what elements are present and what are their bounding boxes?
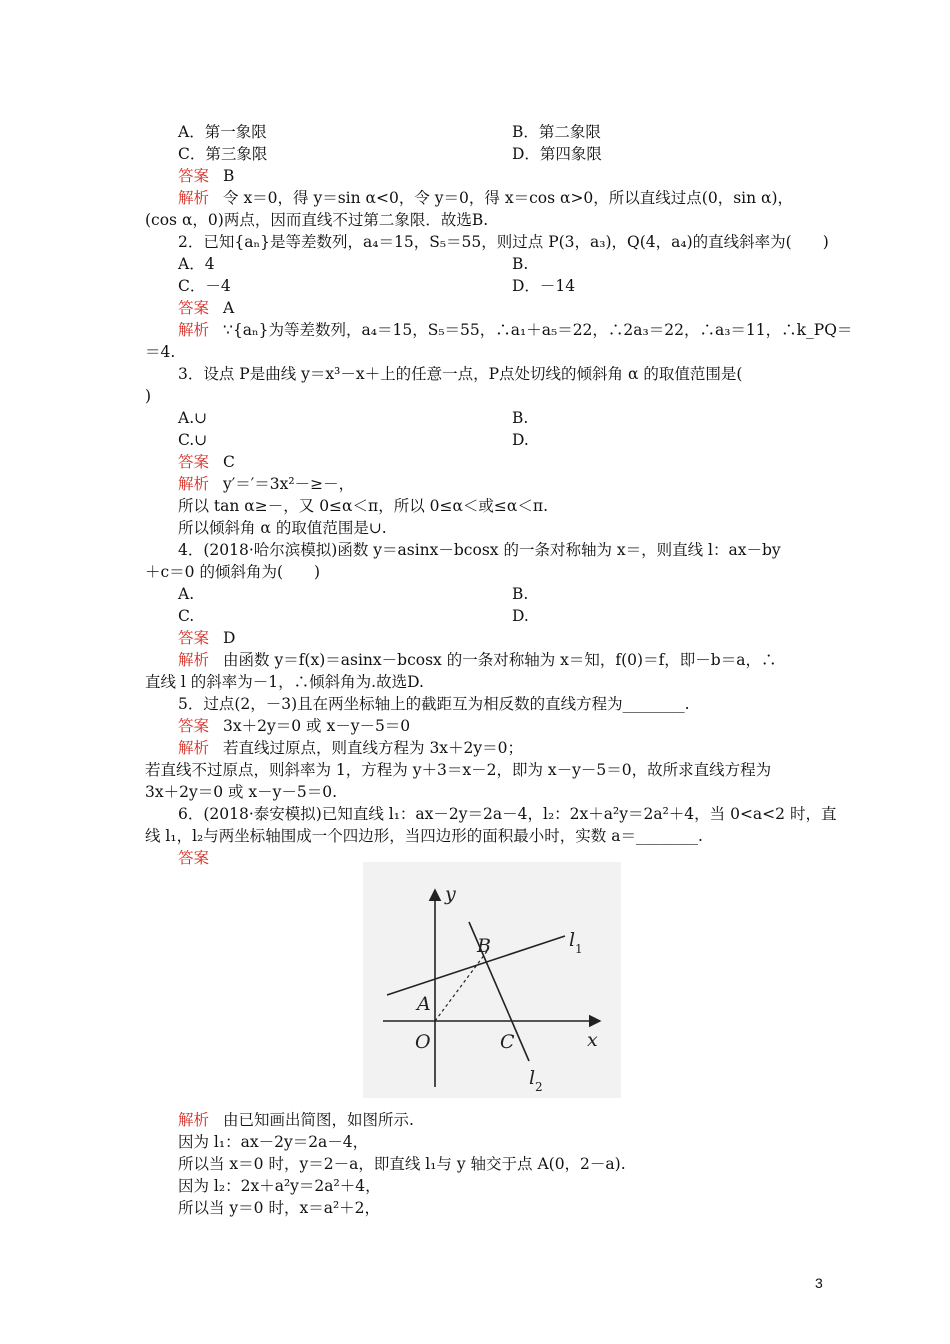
line-text: B. <box>512 409 529 427</box>
line-text: 所以 tan α≥－，又 0≤α＜π，所以 0≤α＜或≤α＜π. <box>178 497 549 515</box>
text-line <box>178 694 690 714</box>
line-text: 由已知画出简图，如图所示. <box>223 1111 414 1129</box>
line-text: B. <box>512 255 529 273</box>
analysis-label: 解析 <box>178 475 210 493</box>
label-l1-sub: 1 <box>575 942 583 956</box>
text-line <box>512 430 529 450</box>
label-y: y <box>445 883 456 905</box>
analysis-label: 解析 <box>178 1111 210 1129</box>
label-l2-sub: 2 <box>535 1080 543 1094</box>
segment-OB <box>435 950 488 1021</box>
text-line <box>178 430 207 450</box>
text-line <box>178 1176 381 1196</box>
text-line <box>145 386 151 406</box>
line-text: C．第三象限 <box>178 145 268 163</box>
line-text: (cos α，0)两点，因而直线不过第二象限．故选B. <box>145 211 489 229</box>
line-text: 所以倾斜角 α 的取值范围是∪. <box>178 519 387 537</box>
text-line <box>178 804 836 824</box>
text-line <box>512 144 602 164</box>
line-text: 因为 l₂：2x＋a²y＝2a²＋4， <box>178 1177 381 1195</box>
line-text: 若直线过原点，则直线方程为 3x＋2y＝0； <box>223 739 524 757</box>
line-text: C <box>223 453 235 471</box>
line-text: 3．设点 P是曲线 y＝x³－x＋上的任意一点，P点处切线的倾斜角 α 的取值范围是( <box>178 365 743 383</box>
line-text: C. <box>178 607 195 625</box>
text-line <box>512 584 528 604</box>
answer-label: 答案 <box>178 717 210 735</box>
line-text: C.∪ <box>178 431 208 449</box>
text-line <box>178 738 523 758</box>
line-text: B. <box>512 585 529 603</box>
text-line <box>512 606 529 626</box>
line-text: 所以当 x＝0 时，y＝2－a，即直线 l₁与 y 轴交于点 A(0，2－a). <box>178 1155 626 1173</box>
line-text: 线 l₁，l₂与两坐标轴围成一个四边形，当四边形的面积最小时，实数 a＝________. <box>145 827 703 845</box>
line-text: A. <box>178 585 195 603</box>
answer-label: 答案 <box>178 299 210 317</box>
text-line <box>178 166 234 186</box>
text-line <box>145 562 320 582</box>
text-line <box>178 1110 414 1130</box>
analysis-label: 解析 <box>178 651 210 669</box>
text-line <box>178 1154 626 1174</box>
text-line <box>145 210 488 230</box>
text-line <box>145 760 771 780</box>
text-line <box>178 584 194 604</box>
line-text: 所以当 y＝0 时，x＝a²＋2， <box>178 1199 381 1217</box>
line-text: 若直线不过原点，则斜率为 1，方程为 y＋3＝x－2，即为 x－y－5＝0，故所求直线方程为 <box>145 761 772 779</box>
text-line <box>145 672 424 692</box>
text-line <box>178 144 267 164</box>
line-text: D. <box>512 431 529 449</box>
line-text: y′＝′＝3x²－≥－， <box>223 475 355 493</box>
line-text: 5．过点(2，－3)且在两坐标轴上的截距互为相反数的直线方程为________. <box>178 695 690 713</box>
text-line <box>512 276 575 296</box>
figure-svg <box>363 862 621 1098</box>
line-text: D．第四象限 <box>512 145 602 163</box>
line-text: D. <box>512 607 529 625</box>
line-text: 2．已知{aₙ}是等差数列，a₄＝15，S₅＝55，则过点 P(3，a₃)，Q(4，a₄)的直线斜率为( ) <box>178 233 829 251</box>
analysis-label: 解析 <box>178 189 210 207</box>
text-line <box>512 122 601 142</box>
line-text: A <box>223 299 235 317</box>
line-text: 4．(2018·哈尔滨模拟)函数 y＝asinx－bcosx 的一条对称轴为 x＝，则直线 l：ax－by <box>178 541 781 559</box>
answer-label: 答案 <box>178 849 210 867</box>
label-O: O <box>415 1031 431 1053</box>
line-text: B <box>223 167 235 185</box>
line-text: ) <box>145 387 152 405</box>
text-line <box>512 408 528 428</box>
label-A: A <box>417 993 431 1015</box>
text-line <box>145 826 703 846</box>
text-line <box>145 782 337 802</box>
text-line <box>178 628 235 648</box>
page-number: 3 <box>815 1275 823 1291</box>
text-line <box>178 122 267 142</box>
text-line <box>178 540 781 560</box>
label-l2: l <box>529 1067 536 1089</box>
line-text: 由函数 y＝f(x)＝asinx－bcosx 的一条对称轴为 x＝知，f(0)＝f，即－b＝a，∴ <box>223 651 777 669</box>
line-text: D．－14 <box>512 277 576 295</box>
text-line <box>178 716 410 736</box>
text-line <box>512 254 528 274</box>
line-text: ＝4. <box>145 343 176 361</box>
label-x: x <box>587 1029 598 1051</box>
text-line <box>178 1132 368 1152</box>
analysis-label: 解析 <box>178 321 210 339</box>
text-line <box>178 496 548 516</box>
line-text: A．4 <box>178 255 215 273</box>
text-line <box>178 408 207 428</box>
line-text: ∵{aₙ}为等差数列，a₄＝15，S₅＝55，∴a₁＋a₅＝22，∴2a₃＝22，∴a₃＝11，∴k_PQ＝ <box>223 321 853 339</box>
text-line <box>178 276 231 296</box>
line-text: A.∪ <box>178 409 208 427</box>
text-line <box>178 606 194 626</box>
line-text: D <box>223 629 236 647</box>
label-l1: l <box>569 929 576 951</box>
line-text: 6．(2018·泰安模拟)已知直线 l₁：ax－2y＝2a－4，l₂：2x＋a²y＝2a²＋4，当 0<a<2 时，直 <box>178 805 837 823</box>
label-C: C <box>500 1031 515 1053</box>
text-line <box>178 188 793 208</box>
line-text: 因为 l₁：ax－2y＝2a－4， <box>178 1133 369 1151</box>
text-line <box>145 342 175 362</box>
analysis-label: 解析 <box>178 739 210 757</box>
text-line <box>178 364 742 384</box>
text-line <box>178 298 234 318</box>
line-text: 直线 l 的斜率为－1，∴倾斜角为.故选D. <box>145 673 424 691</box>
text-line <box>178 474 354 494</box>
text-line <box>178 848 223 868</box>
answer-label: 答案 <box>178 167 210 185</box>
line-text: C．－4 <box>178 277 231 295</box>
label-B: B <box>477 935 491 957</box>
text-line <box>178 518 387 538</box>
line-text: 令 x＝0，得 y＝sin α<0，令 y＝0，得 x＝cos α>0，所以直线过点(0，sin α)， <box>223 189 794 207</box>
text-line <box>178 650 776 670</box>
text-line <box>178 232 829 252</box>
answer-label: 答案 <box>178 629 210 647</box>
text-line <box>178 452 235 472</box>
line-l1 <box>387 936 565 995</box>
answer-label: 答案 <box>178 453 210 471</box>
line-text: 3x＋2y＝0 或 x－y－5＝0 <box>223 717 411 735</box>
geometry-figure <box>363 862 621 1098</box>
line-text: ＋c＝0 的倾斜角为( ) <box>145 563 321 581</box>
text-line <box>178 254 215 274</box>
line-text: A．第一象限 <box>178 123 267 141</box>
line-text: B．第二象限 <box>512 123 601 141</box>
text-line <box>178 1198 380 1218</box>
line-text: 3x＋2y＝0 或 x－y－5＝0. <box>145 783 338 801</box>
text-line <box>178 320 852 340</box>
